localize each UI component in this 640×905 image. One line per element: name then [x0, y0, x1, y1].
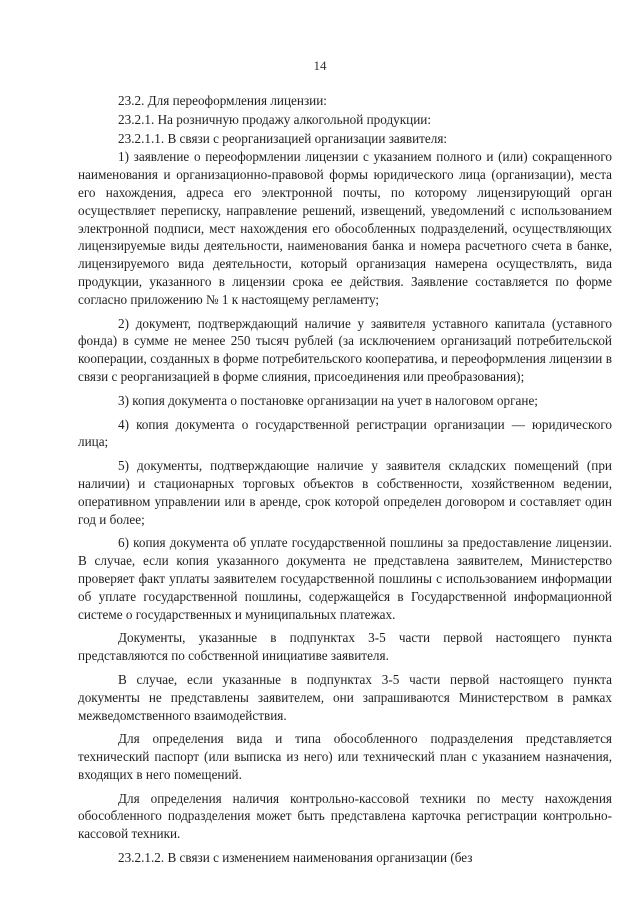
paragraph-cash-register: Для определения наличия контрольно-кассовой техники по месту нахождения обособленного подразделения может быть представлена карточка регистрации контрольно-кассовой техники. [78, 790, 612, 842]
page-number: 14 [313, 58, 327, 73]
paragraph-section-23-2-1-2: 23.2.1.2. В связи с изменением наименования организации (без [118, 850, 473, 866]
paragraph-item-2: 2) документ, подтверждающий наличие у заявителя уставного капитала (уставного фонда) в сумме не менее 250 тысяч рублей (за исключением организаций потребительской кооперации, созданных в форме потребительского кооператива, и переоформления лицензии в связи с реорганизацией в форме слияния, присоединения или преобразования); [78, 315, 612, 384]
paragraph-technical-passport: Для определения вида и типа обособленного подразделения представляется технический паспорт (или выписка из него) или технический план с указанием назначения, входящих в него помещений. [78, 731, 612, 782]
paragraph-item-5: 5) документы, подтверждающие наличие у заявителя складских помещений (при наличии) и стационарных торговых объектов в собственности, хозяйственном ведении, оперативном управлении или в аренде, срок которой определен договором и составляет один год и более; [78, 458, 612, 527]
document-body [78, 92, 612, 867]
paragraph-section-23-2: 23.2. Для переоформления лицензии: [118, 93, 327, 108]
paragraph-section-23-2-1-1: 23.2.1.1. В связи с реорганизацией организации заявителя: [118, 130, 448, 146]
paragraph-item-1: 1) заявление о переоформлении лицензии с указанием полного и (или) сокращенного наименования и организационно-правовой формы юридического лица (организации), места его нахождения, адреса его электронной почты, по которому лицензирующий орган осуществляет переписку, направление решений, извещений, уведомлений с использованием электронной подписи, мест нахождения его обособленных подразделений, осуществляющих лицензируемые виды деятельности, наименования банка и номера расчетного счета в банке, лицензируемого вида деятельности, который организация намерена осуществлять, вида продукции, указанного в лицензии срока ее действия. Заявление составляется по форме согласно приложению № 1 к настоящему регламенту; [78, 149, 612, 307]
paragraph-section-23-2-1: 23.2.1. На розничную продажу алкогольной продукции: [118, 111, 432, 127]
paragraph-item-3: 3) копия документа о постановке организации на учет в налоговом органе; [118, 392, 538, 408]
paragraph-item-6: 6) копия документа об уплате государственной пошлины за предоставление лицензии. В случае, если копия указанного документа не представлена заявителем, Министерство проверяет факт уплаты заявителем государственной пошлины с использованием информации об уплате государственной пошлины, содержащейся в Государственной информационной системе о государственных и муниципальных платежах. [78, 535, 612, 622]
paragraph-item-4: 4) копия документа о государственной регистрации организации — юридического лица; [78, 416, 612, 450]
paragraph-documents-own-initiative: Документы, указанные в подпунктах 3-5 части первой настоящего пункта представляются по собственной инициативе заявителя. [78, 630, 612, 664]
paragraph-interagency-request: В случае, если указанные в подпунктах 3-5 части первой настоящего пункта документы не представлены заявителем, они запрашиваются Министерством в рамках межведомственного взаимодействия. [78, 671, 612, 723]
